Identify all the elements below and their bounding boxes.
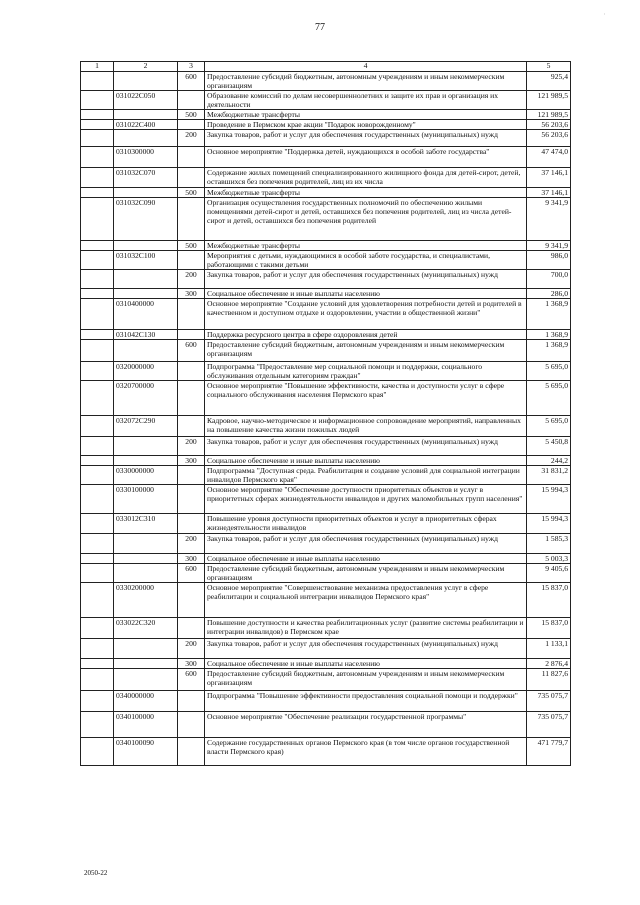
table-row <box>81 618 571 639</box>
description-cell: Социальное обеспечение и иные выплаты населению <box>205 456 527 466</box>
table-row <box>81 198 571 241</box>
target-code-cell <box>114 188 178 198</box>
description-cell: Проведение в Пермском крае акции "Подарок новорожденному" <box>205 120 527 130</box>
amount-cell: 9 341,9 <box>527 241 571 251</box>
expense-type-cell: 200 <box>178 639 205 659</box>
target-code-cell: 033012С310 <box>114 514 178 534</box>
table-row <box>81 564 571 583</box>
amount-cell: 121 989,5 <box>527 110 571 120</box>
target-code-cell: 0330000000 <box>114 466 178 485</box>
target-code-cell <box>114 110 178 120</box>
target-code-cell: 0330200000 <box>114 583 178 618</box>
description-cell: Образование комиссий по делам несовершеннолетних и защите их прав и организация их деятельности <box>205 91 527 110</box>
target-code-cell: 031022С050 <box>114 91 178 110</box>
empty-cell <box>81 72 114 91</box>
expense-type-cell <box>178 381 205 416</box>
amount-cell: 5 450,8 <box>527 437 571 456</box>
description-cell: Повышение доступности и качества реабилитационных услуг (развитие системы реабилитации и интеграции инвалидов) в Пермском крае <box>205 618 527 639</box>
expense-type-cell: 300 <box>178 289 205 299</box>
expense-type-cell <box>178 485 205 514</box>
target-code-cell: 031042С130 <box>114 330 178 340</box>
target-code-cell: 031032С070 <box>114 168 178 188</box>
target-code-cell: 032072С290 <box>114 416 178 437</box>
expense-type-cell: 500 <box>178 241 205 251</box>
amount-cell: 9 341,9 <box>527 198 571 241</box>
description-cell: Предоставление субсидий бюджетным, автономным учреждениям и иным некоммерческим организациям <box>205 72 527 91</box>
empty-cell <box>81 147 114 168</box>
table-row <box>81 659 571 669</box>
amount-cell: 1 368,9 <box>527 330 571 340</box>
description-cell: Социальное обеспечение и иные выплаты населению <box>205 554 527 564</box>
amount-cell: 2 876,4 <box>527 659 571 669</box>
empty-cell <box>81 669 114 691</box>
table-row <box>81 639 571 659</box>
expense-type-cell: 600 <box>178 340 205 362</box>
table-row <box>81 534 571 554</box>
amount-cell: 1 368,9 <box>527 340 571 362</box>
expense-type-cell: 300 <box>178 659 205 669</box>
empty-cell <box>81 270 114 289</box>
amount-cell: 1 585,3 <box>527 534 571 554</box>
target-code-cell: 031032С100 <box>114 251 178 270</box>
description-cell: Предоставление субсидий бюджетным, автономным учреждениям и иным некоммерческим организациям <box>205 669 527 691</box>
amount-cell: 56 203,6 <box>527 120 571 130</box>
scan-mark: ' <box>604 14 605 19</box>
description-cell: Закупка товаров, работ и услуг для обеспечения государственных (муниципальных) нужд <box>205 270 527 289</box>
target-code-cell <box>114 639 178 659</box>
table-row <box>81 289 571 299</box>
table-row <box>81 437 571 456</box>
empty-cell <box>81 738 114 766</box>
expense-type-cell <box>178 198 205 241</box>
expense-type-cell <box>178 583 205 618</box>
description-cell: Содержание жилых помещений специализированного жилищного фонда для детей-сирот, детей, оставшихся без попечения родителей, лиц из их числа <box>205 168 527 188</box>
target-code-cell <box>114 241 178 251</box>
expense-type-cell <box>178 618 205 639</box>
description-cell: Социальное обеспечение и иные выплаты населению <box>205 659 527 669</box>
amount-cell: 56 203,6 <box>527 130 571 147</box>
target-code-cell <box>114 564 178 583</box>
description-cell: Социальное обеспечение и иные выплаты населению <box>205 289 527 299</box>
empty-cell <box>81 362 114 381</box>
amount-cell: 47 474,0 <box>527 147 571 168</box>
amount-cell: 471 779,7 <box>527 738 571 766</box>
table-row <box>81 168 571 188</box>
expense-type-cell <box>178 147 205 168</box>
table-row <box>81 583 571 618</box>
amount-cell: 11 827,6 <box>527 669 571 691</box>
target-code-cell <box>114 270 178 289</box>
expense-type-cell <box>178 362 205 381</box>
empty-cell <box>81 514 114 534</box>
description-cell: Кадровое, научно-методическое и информационное сопровождение мероприятий, направленных на повышение качества жизни пожилых людей <box>205 416 527 437</box>
description-cell: Основное мероприятие "Совершенствование механизма предоставления услуг в сфере реабилитации и социальной интеграции инвалидов Пермского края" <box>205 583 527 618</box>
expense-type-cell: 200 <box>178 534 205 554</box>
target-code-cell: 031022С400 <box>114 120 178 130</box>
amount-cell: 37 146,1 <box>527 168 571 188</box>
description-cell: Содержание государственных органов Пермского края (в том числе органов государственной власти Пермского края) <box>205 738 527 766</box>
description-cell: Мероприятия с детьми, нуждающимися в особой заботе государства, и специалистами, работающими с такими детьми <box>205 251 527 270</box>
amount-cell: 244,2 <box>527 456 571 466</box>
description-cell: Основное мероприятие "Повышение эффективности, качества и доступности услуг в сфере социального обслуживания населения Пермского края" <box>205 381 527 416</box>
amount-cell: 735 075,7 <box>527 691 571 712</box>
table-row <box>81 120 571 130</box>
empty-cell <box>81 198 114 241</box>
amount-cell: 5 695,0 <box>527 362 571 381</box>
table-row <box>81 712 571 738</box>
table-row <box>81 241 571 251</box>
target-code-cell: 0330100000 <box>114 485 178 514</box>
empty-cell <box>81 289 114 299</box>
empty-cell <box>81 381 114 416</box>
amount-cell: 5 695,0 <box>527 416 571 437</box>
amount-cell: 1 368,9 <box>527 299 571 330</box>
description-cell: Закупка товаров, работ и услуг для обеспечения государственных (муниципальных) нужд <box>205 437 527 456</box>
amount-cell: 1 133,1 <box>527 639 571 659</box>
amount-cell: 9 405,6 <box>527 564 571 583</box>
amount-cell: 986,0 <box>527 251 571 270</box>
description-cell: Повышение уровня доступности приоритетных объектов и услуг в приоритетных сферах жизнедеятельности инвалидов <box>205 514 527 534</box>
column-number: 3 <box>178 62 205 72</box>
empty-cell <box>81 188 114 198</box>
expense-type-cell <box>178 416 205 437</box>
target-code-cell: 0340100000 <box>114 712 178 738</box>
empty-cell <box>81 639 114 659</box>
table-row <box>81 669 571 691</box>
table-row <box>81 554 571 564</box>
table-row <box>81 188 571 198</box>
table-row <box>81 72 571 91</box>
empty-cell <box>81 437 114 456</box>
expense-type-cell: 200 <box>178 437 205 456</box>
description-cell: Поддержка ресурсного центра в сфере оздоровления детей <box>205 330 527 340</box>
description-cell: Предоставление субсидий бюджетным, автономным учреждениям и иным некоммерческим организациям <box>205 340 527 362</box>
column-number: 5 <box>527 62 571 72</box>
table-row <box>81 485 571 514</box>
budget-table <box>80 61 571 766</box>
table-row <box>81 340 571 362</box>
expense-type-cell <box>178 91 205 110</box>
target-code-cell <box>114 669 178 691</box>
empty-cell <box>81 251 114 270</box>
target-code-cell: 0340000000 <box>114 691 178 712</box>
description-cell: Межбюджетные трансферты <box>205 110 527 120</box>
document-code: 2050-22 <box>84 869 108 877</box>
empty-cell <box>81 583 114 618</box>
table-row <box>81 299 571 330</box>
empty-cell <box>81 130 114 147</box>
amount-cell: 31 831,2 <box>527 466 571 485</box>
empty-cell <box>81 534 114 554</box>
amount-cell: 925,4 <box>527 72 571 91</box>
empty-cell <box>81 241 114 251</box>
description-cell: Организация осуществления государственных полномочий по обеспечению жилыми помещениями детей-сирот и детей, оставшихся без попечения родителей, лиц из числа детей-сирот и детей, оставшихся без попечения родителей <box>205 198 527 241</box>
description-cell: Основное мероприятие "Обеспечение реализации государственной программы" <box>205 712 527 738</box>
expense-type-cell <box>178 168 205 188</box>
description-cell: Предоставление субсидий бюджетным, автономным учреждениям и иным некоммерческим организациям <box>205 564 527 583</box>
table-row <box>81 381 571 416</box>
table-row <box>81 466 571 485</box>
table-row <box>81 270 571 289</box>
amount-cell: 15 837,0 <box>527 583 571 618</box>
description-cell: Подпрограмма "Повышение эффективности предоставления социальной помощи и поддержки" <box>205 691 527 712</box>
expense-type-cell: 200 <box>178 270 205 289</box>
table-row <box>81 691 571 712</box>
amount-cell: 735 075,7 <box>527 712 571 738</box>
amount-cell: 286,0 <box>527 289 571 299</box>
empty-cell <box>81 485 114 514</box>
target-code-cell: 0310400000 <box>114 299 178 330</box>
empty-cell <box>81 712 114 738</box>
expense-type-cell: 500 <box>178 110 205 120</box>
column-number: 1 <box>81 62 114 72</box>
target-code-cell <box>114 437 178 456</box>
empty-cell <box>81 340 114 362</box>
expense-type-cell <box>178 330 205 340</box>
expense-type-cell: 200 <box>178 130 205 147</box>
expense-type-cell: 500 <box>178 188 205 198</box>
target-code-cell <box>114 130 178 147</box>
table-row <box>81 130 571 147</box>
expense-type-cell: 300 <box>178 554 205 564</box>
empty-cell <box>81 168 114 188</box>
empty-cell <box>81 466 114 485</box>
target-code-cell: 031032С090 <box>114 198 178 241</box>
description-cell: Закупка товаров, работ и услуг для обеспечения государственных (муниципальных) нужд <box>205 534 527 554</box>
empty-cell <box>81 110 114 120</box>
description-cell: Закупка товаров, работ и услуг для обеспечения государственных (муниципальных) нужд <box>205 130 527 147</box>
column-number-row <box>81 62 571 72</box>
expense-type-cell: 600 <box>178 564 205 583</box>
page-number: 77 <box>315 22 325 33</box>
target-code-cell: 033022С320 <box>114 618 178 639</box>
empty-cell <box>81 618 114 639</box>
expense-type-cell: 600 <box>178 72 205 91</box>
empty-cell <box>81 416 114 437</box>
expense-type-cell <box>178 120 205 130</box>
description-cell: Межбюджетные трансферты <box>205 241 527 251</box>
empty-cell <box>81 91 114 110</box>
expense-type-cell <box>178 691 205 712</box>
expense-type-cell <box>178 738 205 766</box>
empty-cell <box>81 120 114 130</box>
amount-cell: 5 695,0 <box>527 381 571 416</box>
amount-cell: 121 989,5 <box>527 91 571 110</box>
amount-cell: 15 994,3 <box>527 485 571 514</box>
table-row <box>81 362 571 381</box>
description-cell: Закупка товаров, работ и услуг для обеспечения государственных (муниципальных) нужд <box>205 639 527 659</box>
amount-cell: 15 994,3 <box>527 514 571 534</box>
expense-type-cell <box>178 251 205 270</box>
table-row <box>81 456 571 466</box>
table-row <box>81 514 571 534</box>
table-row <box>81 91 571 110</box>
target-code-cell: 0310300000 <box>114 147 178 168</box>
amount-cell: 5 003,3 <box>527 554 571 564</box>
empty-cell <box>81 691 114 712</box>
expense-type-cell <box>178 466 205 485</box>
target-code-cell <box>114 554 178 564</box>
description-cell: Основное мероприятие "Обеспечение доступности приоритетных объектов и услуг в приоритетных сферах жизнедеятельности инвалидов и других маломобильных групп населения" <box>205 485 527 514</box>
target-code-cell: 0320700000 <box>114 381 178 416</box>
empty-cell <box>81 554 114 564</box>
table-row <box>81 416 571 437</box>
amount-cell: 15 837,0 <box>527 618 571 639</box>
description-cell: Межбюджетные трансферты <box>205 188 527 198</box>
empty-cell <box>81 659 114 669</box>
table-row <box>81 738 571 766</box>
empty-cell <box>81 564 114 583</box>
column-number: 4 <box>205 62 527 72</box>
target-code-cell <box>114 340 178 362</box>
amount-cell: 700,0 <box>527 270 571 289</box>
target-code-cell <box>114 289 178 299</box>
target-code-cell <box>114 534 178 554</box>
table-row <box>81 251 571 270</box>
target-code-cell: 0340100090 <box>114 738 178 766</box>
table-row <box>81 147 571 168</box>
target-code-cell <box>114 659 178 669</box>
amount-cell: 37 146,1 <box>527 188 571 198</box>
expense-type-cell <box>178 299 205 330</box>
description-cell: Основное мероприятие "Создание условий для удовлетворения потребности детей и родителей в качественном и доступном отдыхе и оздоровлении, участии в общественной жизни" <box>205 299 527 330</box>
description-cell: Подпрограмма "Предоставление мер социальной помощи и поддержки, социального обслуживания отдельным категориям граждан" <box>205 362 527 381</box>
expense-type-cell <box>178 514 205 534</box>
target-code-cell: 0320000000 <box>114 362 178 381</box>
empty-cell <box>81 330 114 340</box>
table-row <box>81 330 571 340</box>
target-code-cell <box>114 456 178 466</box>
table-row <box>81 110 571 120</box>
expense-type-cell: 300 <box>178 456 205 466</box>
target-code-cell <box>114 72 178 91</box>
expense-type-cell: 600 <box>178 669 205 691</box>
description-cell: Основное мероприятие "Поддержка детей, нуждающихся в особой заботе государства" <box>205 147 527 168</box>
column-number: 2 <box>114 62 178 72</box>
expense-type-cell <box>178 712 205 738</box>
description-cell: Подпрограмма "Доступная среда. Реабилитация и создание условий для социальной интеграции инвалидов Пермского края" <box>205 466 527 485</box>
empty-cell <box>81 456 114 466</box>
empty-cell <box>81 299 114 330</box>
